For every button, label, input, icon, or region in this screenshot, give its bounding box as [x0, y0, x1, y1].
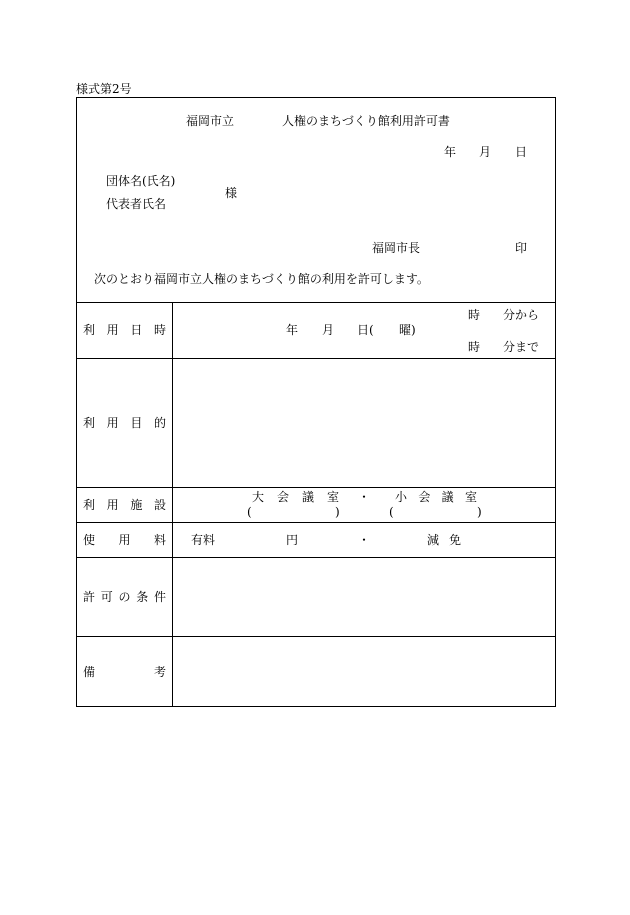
divider-fee: [76, 557, 556, 558]
group-name-label: 団体名(氏名): [106, 174, 176, 188]
datetime-weekday-close: 曜): [399, 323, 416, 337]
facility-label: 利 用 施 設: [83, 498, 166, 512]
divider-datetime: [76, 358, 556, 359]
permission-statement: 次のとおり福岡市立人権のまちづくり館の利用を許可します。: [94, 272, 429, 286]
fee-separator: ・: [358, 533, 371, 547]
large-room-label: 大 会 議 室: [252, 490, 339, 504]
seal-label: 印: [515, 241, 528, 255]
honorific: 様: [225, 186, 238, 200]
datetime-year: 年: [286, 323, 299, 337]
divider-conditions: [76, 636, 556, 637]
fee-paid: 有料: [191, 533, 216, 547]
datetime-day-open: 日(: [357, 323, 374, 337]
fee-yen: 円: [286, 533, 299, 547]
datetime-hour-to: 時: [468, 340, 481, 354]
datetime-month: 月: [322, 323, 335, 337]
divider-facility: [76, 522, 556, 523]
small-room-label: 小 会 議 室: [395, 490, 477, 504]
form-title: 人権のまちづくり館利用許可書: [282, 114, 450, 128]
large-room-paren-open: (: [247, 505, 252, 519]
date-month: 月: [479, 145, 492, 159]
datetime-label: 利 用 日 時: [83, 323, 166, 337]
small-room-paren-open: (: [389, 505, 394, 519]
datetime-minute-to: 分まで: [503, 340, 540, 354]
date-year: 年: [444, 145, 457, 159]
divider-purpose: [76, 487, 556, 488]
representative-label: 代表者氏名: [106, 197, 167, 211]
label-column-divider: [172, 302, 173, 707]
small-room-paren-close: ): [477, 505, 482, 519]
date-day: 日: [515, 145, 528, 159]
large-room-paren-close: ): [335, 505, 340, 519]
fee-label: 使 用 料: [83, 533, 166, 547]
divider-header: [76, 302, 556, 303]
mayor-label: 福岡市長: [372, 241, 421, 255]
title-prefix: 福岡市立: [186, 114, 235, 128]
conditions-label: 許 可 の 条 件: [83, 590, 166, 604]
datetime-minute-from: 分から: [503, 308, 540, 322]
purpose-label: 利 用 目 的: [83, 416, 166, 430]
form-number: 様式第2号: [76, 82, 132, 96]
fee-exempt: 減 免: [427, 533, 461, 547]
form-frame: [76, 97, 556, 707]
facility-separator: ・: [358, 490, 371, 504]
datetime-hour-from: 時: [468, 308, 481, 322]
remarks-label: 備 考: [83, 665, 166, 679]
